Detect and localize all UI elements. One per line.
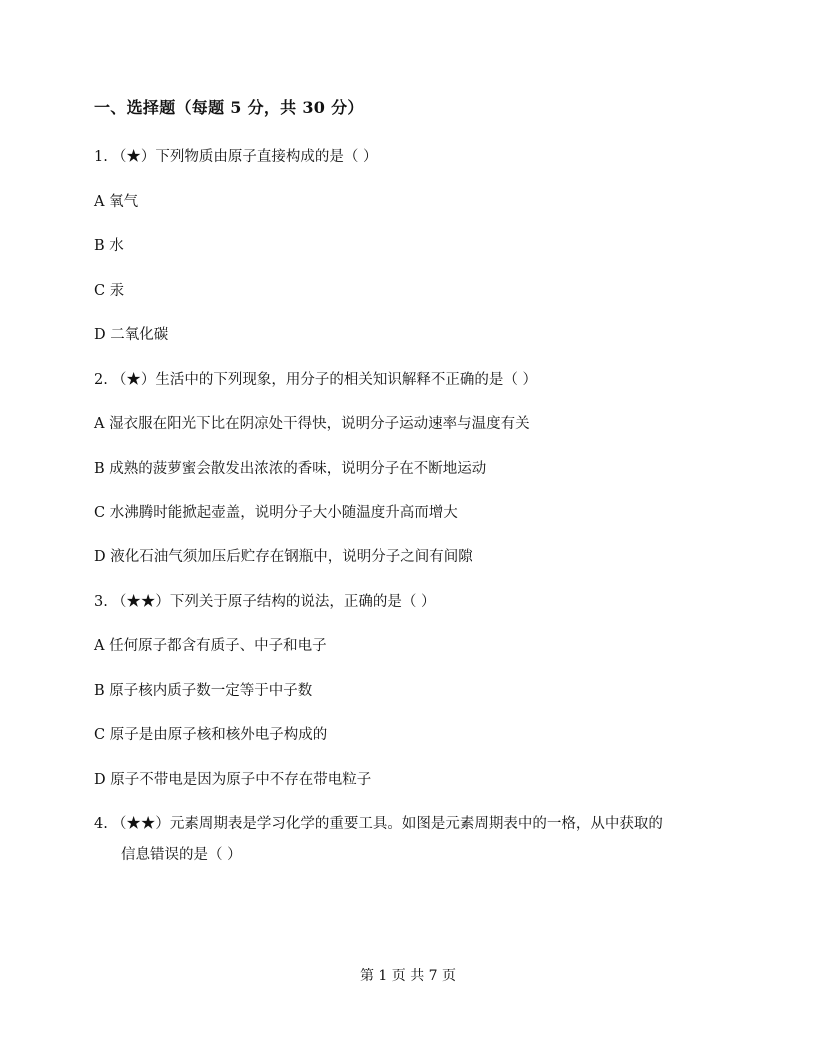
question-2-option-c: C 水沸腾时能掀起壶盖，说明分子大小随温度升高而增大	[94, 505, 458, 521]
question-1-option-a: A 氧气	[94, 194, 139, 210]
question-number: 2.	[94, 372, 108, 388]
question-text: （★★）元素周期表是学习化学的重要工具。如图是元素周期表中的一格，从中获取的	[111, 816, 663, 832]
question-4	[94, 812, 663, 833]
question-3	[94, 590, 435, 611]
question-3-option-a: A 任何原子都含有质子、中子和电子	[94, 638, 327, 654]
question-4-continuation: 信息错误的是（ ）	[121, 847, 242, 863]
question-3-option-c: C 原子是由原子核和核外电子构成的	[94, 727, 328, 743]
question-1-option-c: C 汞	[94, 283, 125, 299]
question-3-option-b: B 原子核内质子数一定等于中子数	[94, 683, 313, 699]
question-1-option-d: D 二氧化碳	[94, 327, 169, 343]
question-number: 4.	[94, 816, 108, 832]
question-2-option-a: A 湿衣服在阳光下比在阴凉处干得快，说明分子运动速率与温度有关	[94, 416, 530, 432]
question-text: （★）下列物质由原子直接构成的是（ ）	[111, 149, 378, 165]
question-number: 1.	[94, 149, 108, 165]
question-2-option-b: B 成熟的菠萝蜜会散发出浓浓的香味，说明分子在不断地运动	[94, 461, 487, 477]
question-1-option-b: B 水	[94, 238, 124, 254]
question-2	[94, 368, 537, 389]
question-text: （★★）下列关于原子结构的说法，正确的是（ ）	[111, 594, 436, 610]
section-title: 一、选择题（每题 5 分，共 30 分）	[94, 98, 364, 117]
question-number: 3.	[94, 594, 108, 610]
question-3-option-d: D 原子不带电是因为原子中不存在带电粒子	[94, 772, 372, 788]
question-2-option-d: D 液化石油气须加压后贮存在钢瓶中，说明分子之间有间隙	[94, 549, 473, 565]
question-text: （★）生活中的下列现象，用分子的相关知识解释不正确的是（ ）	[111, 372, 537, 388]
page-footer: 第 1 页 共 7 页	[359, 968, 457, 984]
question-1	[94, 145, 377, 166]
